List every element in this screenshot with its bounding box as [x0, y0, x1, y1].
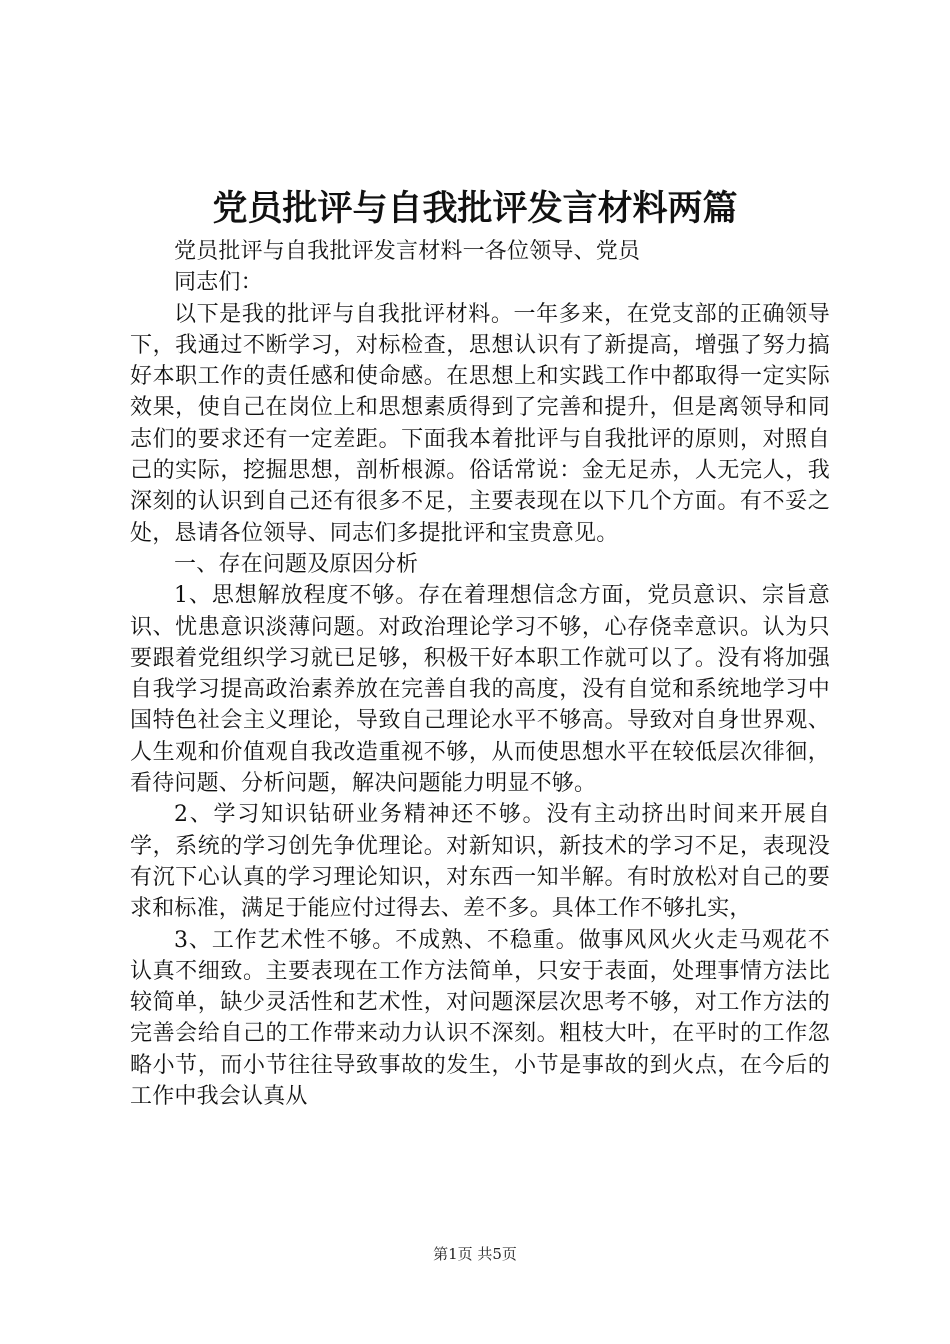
paragraph-item-1: 1、思想解放程度不够。存在着理想信念方面，党员意识、宗旨意识、忧患意识淡薄问题。对政治理论学习不够，心存侥幸意识。认为只要跟着党组织学习就已足够，积极干好本职工作就可以了。没有将加强自我学习提高政治素养放在完善自我的高度，没有自觉和系统地学习中国特色社会主义理论，导致自己理论水平不够高。导致对自身世界观、人生观和价值观自我改造重视不够，从而使思想水平在较低层次徘徊，看待问题、分析问题，解决问题能力明显不够。	[130, 583, 830, 797]
document-salutation: 同志们：	[174, 270, 263, 296]
paragraph-item-2: 2、学习知识钻研业务精神还不够。没有主动挤出时间来开展自学，系统的学习创先争优理论。对新知识，新技术的学习不足，表现没有沉下心认真的学习理论知识，对东西一知半解。有时放松对自己的要求和标准，满足于能应付过得去、差不多。具体工作不够扎实，	[130, 802, 830, 922]
page-footer: 第1页 共5页	[433, 1245, 517, 1263]
document-subtitle: 党员批评与自我批评发言材料一各位领导、党员	[174, 239, 641, 264]
paragraph-intro: 以下是我的批评与自我批评材料。一年多来，在党支部的正确领导下，我通过不断学习，对标检查，思想认识有了新提高，增强了努力搞好本职工作的责任感和使命感。在思想上和实践工作中都取得一定实际效果，使自己在岗位上和思想素质得到了完善和提升，但是离领导和同志们的要求还有一定差距。下面我本着批评与自我批评的原则，对照自己的实际，挖掘思想，剖析根源。俗话常说：金无足赤，人无完人，我深刻的认识到自己还有很多不足，主要表现在以下几个方面。有不妥之处，恳请各位领导、同志们多提批评和宝贵意见。	[130, 301, 830, 546]
section-heading: 一、存在问题及原因分析	[174, 551, 419, 577]
paragraph-item-3: 3、工作艺术性不够。不成熟、不稳重。做事风风火火走马观花不认真不细致。主要表现在工作方法简单，只安于表面，处理事情方法比较简单，缺少灵活性和艺术性，对问题深层次思考不够，对工作方法的完善会给自己的工作带来动力认识不深刻。粗枝大叶，在平时的工作忽略小节，而小节往往导致事故的发生，小节是事故的到火点，在今后的工作中我会认真从	[130, 927, 830, 1110]
document-title: 党员批评与自我批评发言材料两篇	[212, 188, 738, 229]
document-body	[130, 236, 830, 1112]
